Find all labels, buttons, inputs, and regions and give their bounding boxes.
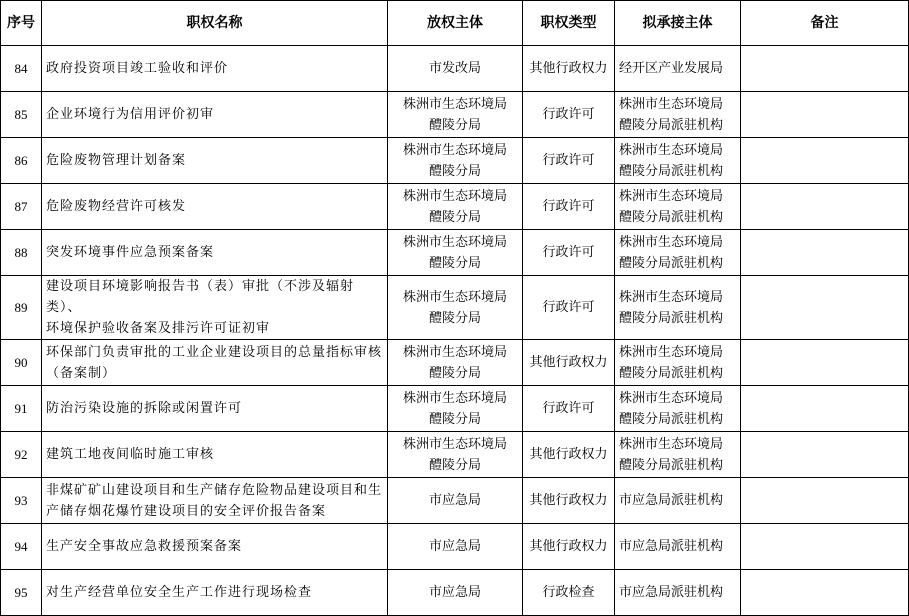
receiver-line: 醴陵分局派驻机构	[619, 457, 724, 473]
grantor-line: 醴陵分局	[428, 365, 481, 381]
cell-grantor	[388, 432, 523, 478]
receiver-line: 醴陵分局派驻机构	[619, 411, 724, 427]
grantor-line: 醴陵分局	[428, 117, 481, 133]
grantor-line: 株洲市生态环境局	[402, 234, 507, 250]
header-index: 序号	[1, 1, 42, 46]
receiver-line: 醴陵分局派驻机构	[619, 255, 724, 271]
receiver-line: 株洲市生态环境局	[619, 344, 724, 360]
name-line: 防治污染设施的拆除或闲置许可	[46, 401, 243, 416]
cell-note	[741, 92, 909, 138]
cell-index: 90	[1, 340, 42, 386]
cell-authority-type: 其他行政权力	[523, 432, 615, 478]
grantor-line: 株洲市生态环境局	[402, 188, 507, 204]
cell-index: 95	[1, 570, 42, 616]
header-receiver: 拟承接主体	[615, 1, 741, 46]
cell-authority-name	[42, 340, 388, 386]
cell-authority-type: 行政许可	[523, 138, 615, 184]
cell-receiver	[615, 432, 741, 478]
cell-note	[741, 184, 909, 230]
cell-authority-name	[42, 276, 388, 340]
cell-authority-name	[42, 478, 388, 524]
receiver-line: 株洲市生态环境局	[619, 289, 724, 305]
cell-grantor	[388, 340, 523, 386]
cell-note	[741, 432, 909, 478]
name-line: 危险废物管理计划备案	[46, 153, 187, 168]
grantor-line: 醴陵分局	[428, 411, 481, 427]
receiver-line: 醴陵分局派驻机构	[619, 365, 724, 381]
cell-grantor	[388, 386, 523, 432]
cell-receiver	[615, 46, 741, 92]
receiver-line: 市应急局派驻机构	[619, 585, 724, 600]
cell-index: 92	[1, 432, 42, 478]
table-row	[1, 184, 909, 230]
grantor-line: 醴陵分局	[428, 310, 481, 326]
cell-index: 86	[1, 138, 42, 184]
cell-authority-name	[42, 46, 388, 92]
grantor-line: 市应急局	[428, 539, 481, 554]
cell-authority-type: 其他行政权力	[523, 340, 615, 386]
grantor-line: 株洲市生态环境局	[402, 390, 507, 406]
name-line: 环境保护验收备案及排污许可证初审	[46, 321, 271, 336]
cell-note	[741, 276, 909, 340]
cell-note	[741, 570, 909, 616]
grantor-line: 株洲市生态环境局	[402, 436, 507, 452]
cell-grantor	[388, 138, 523, 184]
cell-receiver	[615, 92, 741, 138]
table-row	[1, 386, 909, 432]
cell-grantor	[388, 478, 523, 524]
name-line: 生产安全事故应急救援预案备案	[46, 539, 243, 554]
cell-note	[741, 524, 909, 570]
cell-index: 94	[1, 524, 42, 570]
receiver-line: 株洲市生态环境局	[619, 436, 724, 452]
name-line: 企业环境行为信用评价初审	[46, 107, 215, 122]
cell-authority-type: 其他行政权力	[523, 524, 615, 570]
grantor-line: 醴陵分局	[428, 255, 481, 271]
receiver-line: 株洲市生态环境局	[619, 234, 724, 250]
cell-receiver	[615, 570, 741, 616]
grantor-line: 株洲市生态环境局	[402, 142, 507, 158]
table-row	[1, 138, 909, 184]
receiver-line: 株洲市生态环境局	[619, 390, 724, 406]
cell-authority-type: 行政许可	[523, 276, 615, 340]
cell-receiver	[615, 524, 741, 570]
cell-index: 87	[1, 184, 42, 230]
table-header-row	[1, 1, 909, 46]
cell-authority-name	[42, 184, 388, 230]
name-line: 突发环境事件应急预案备案	[46, 245, 215, 260]
cell-receiver	[615, 386, 741, 432]
cell-index: 91	[1, 386, 42, 432]
header-grantor: 放权主体	[388, 1, 523, 46]
table-row	[1, 478, 909, 524]
cell-authority-type: 行政许可	[523, 184, 615, 230]
cell-index: 85	[1, 92, 42, 138]
cell-note	[741, 138, 909, 184]
grantor-line: 市应急局	[428, 493, 481, 508]
cell-authority-type: 其他行政权力	[523, 46, 615, 92]
table-row	[1, 46, 909, 92]
name-line: 非煤矿矿山建设项目和生产储存危险物品建设项目和生	[46, 482, 383, 498]
receiver-line: 市应急局派驻机构	[619, 493, 724, 508]
name-line: 环保部门负责审批的工业企业建设项目的总量指标审核	[46, 344, 383, 360]
cell-authority-type: 行政许可	[523, 92, 615, 138]
cell-authority-name	[42, 570, 388, 616]
cell-note	[741, 230, 909, 276]
cell-grantor	[388, 46, 523, 92]
name-line: 建设项目环境影响报告书（表）审批（不涉及辐射类）、	[46, 279, 355, 315]
name-line: 产储存烟花爆竹建设项目的安全评价报告备案	[46, 503, 327, 519]
grantor-line: 醴陵分局	[428, 209, 481, 225]
grantor-line: 株洲市生态环境局	[402, 289, 507, 305]
grantor-line: 醴陵分局	[428, 163, 481, 179]
cell-note	[741, 340, 909, 386]
grantor-line: 株洲市生态环境局	[402, 344, 507, 360]
name-line: （备案制）	[46, 365, 117, 381]
cell-receiver	[615, 184, 741, 230]
name-line: 对生产经营单位安全生产工作进行现场检查	[46, 585, 313, 600]
table-row	[1, 92, 909, 138]
receiver-line: 市应急局派驻机构	[619, 539, 724, 554]
table-row	[1, 276, 909, 340]
table-row	[1, 230, 909, 276]
grantor-line: 醴陵分局	[428, 457, 481, 473]
table-row	[1, 570, 909, 616]
receiver-line: 株洲市生态环境局	[619, 188, 724, 204]
header-authority-name: 职权名称	[42, 1, 388, 46]
grantor-line: 市发改局	[428, 61, 481, 76]
grantor-line: 株洲市生态环境局	[402, 96, 507, 112]
cell-grantor	[388, 230, 523, 276]
cell-grantor	[388, 184, 523, 230]
receiver-line: 经开区产业发展局	[619, 61, 724, 76]
receiver-line: 醴陵分局派驻机构	[619, 209, 724, 225]
cell-grantor	[388, 276, 523, 340]
cell-authority-type: 行政许可	[523, 230, 615, 276]
receiver-line: 醴陵分局派驻机构	[619, 310, 724, 326]
cell-authority-name	[42, 92, 388, 138]
cell-authority-name	[42, 138, 388, 184]
cell-authority-name	[42, 230, 388, 276]
cell-index: 84	[1, 46, 42, 92]
cell-grantor	[388, 524, 523, 570]
cell-authority-type: 行政检查	[523, 570, 615, 616]
cell-index: 89	[1, 276, 42, 340]
cell-index: 93	[1, 478, 42, 524]
cell-authority-name	[42, 524, 388, 570]
receiver-line: 醴陵分局派驻机构	[619, 163, 724, 179]
cell-authority-type: 其他行政权力	[523, 478, 615, 524]
cell-receiver	[615, 478, 741, 524]
table-row	[1, 524, 909, 570]
table-body	[1, 46, 909, 616]
cell-note	[741, 478, 909, 524]
grantor-line: 市应急局	[428, 585, 481, 600]
name-line: 危险废物经营许可核发	[46, 199, 187, 214]
cell-index: 88	[1, 230, 42, 276]
cell-receiver	[615, 340, 741, 386]
name-line: 建筑工地夜间临时施工审核	[46, 447, 215, 462]
cell-authority-name	[42, 386, 388, 432]
cell-note	[741, 386, 909, 432]
cell-authority-type: 行政许可	[523, 386, 615, 432]
header-authority-type: 职权类型	[523, 1, 615, 46]
cell-grantor	[388, 570, 523, 616]
receiver-line: 醴陵分局派驻机构	[619, 117, 724, 133]
header-note: 备注	[741, 1, 909, 46]
cell-authority-name	[42, 432, 388, 478]
cell-note	[741, 46, 909, 92]
table-row	[1, 432, 909, 478]
receiver-line: 株洲市生态环境局	[619, 142, 724, 158]
table-row	[1, 340, 909, 386]
cell-receiver	[615, 230, 741, 276]
name-line: 政府投资项目竣工验收和评价	[46, 61, 229, 76]
cell-receiver	[615, 276, 741, 340]
receiver-line: 株洲市生态环境局	[619, 96, 724, 112]
cell-grantor	[388, 92, 523, 138]
cell-receiver	[615, 138, 741, 184]
